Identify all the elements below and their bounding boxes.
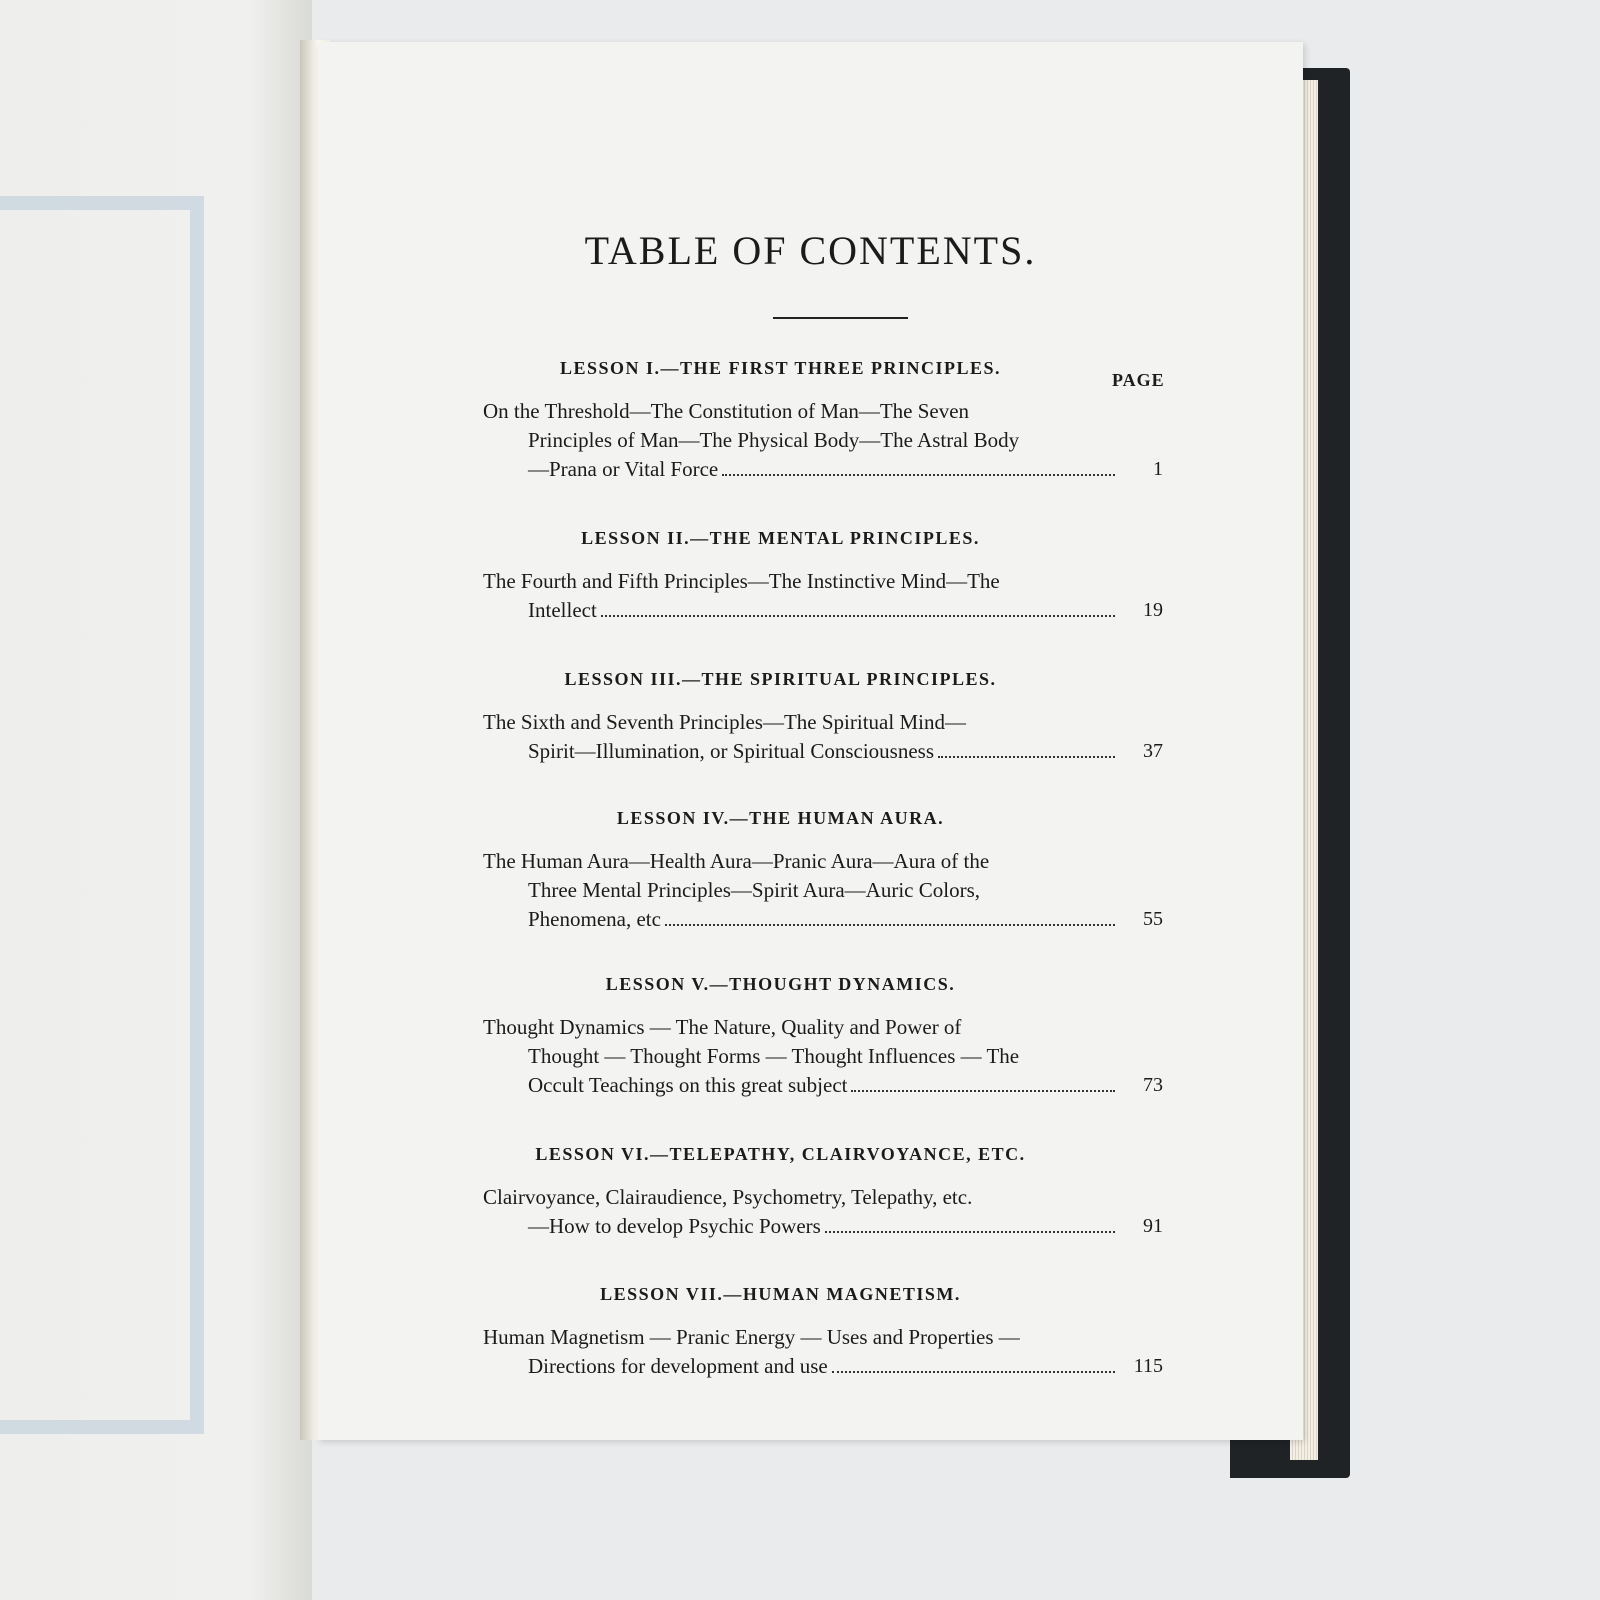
entry-line: Principles of Man—The Physical Body—The Astral Body — [528, 428, 1020, 452]
entry-leader — [483, 455, 1115, 484]
dot-leader — [665, 906, 1115, 926]
lesson-entry — [483, 847, 1163, 934]
lesson-heading: LESSON IV.—THE HUMAN AURA. — [616, 808, 945, 828]
entry-line: Intellect — [528, 598, 597, 622]
lesson-entry — [483, 567, 1163, 625]
entry-line: —Prana or Vital Force — [528, 457, 719, 481]
entry-leader — [483, 1352, 1115, 1381]
lesson-7 — [318, 1284, 1303, 1381]
lesson-entry — [483, 1013, 1163, 1100]
lesson-heading: LESSON III.—THE SPIRITUAL PRINCIPLES. — [564, 669, 997, 689]
entry-leader — [483, 596, 1115, 625]
title-rule — [773, 317, 908, 319]
entry-line: The Fourth and Fifth Principles—The Instinctive Mind—The — [483, 569, 1000, 593]
lesson-4 — [318, 808, 1303, 934]
dot-leader — [938, 738, 1115, 758]
entry-line: Thought — Thought Forms — Thought Influences — The — [528, 1044, 1020, 1068]
entry-line: Spirit—Illumination, or Spiritual Consciousness — [528, 739, 934, 763]
dot-leader — [832, 1353, 1115, 1373]
entry-line: —How to develop Psychic Powers — [528, 1214, 821, 1238]
lesson-entry — [483, 708, 1163, 766]
lesson-1 — [318, 358, 1303, 484]
page-number: 91 — [1143, 1215, 1163, 1237]
page-number: 55 — [1143, 908, 1163, 930]
lesson-5 — [318, 974, 1303, 1100]
entry-line: Three Mental Principles—Spirit Aura—Auric Colors, — [528, 878, 981, 902]
dot-leader — [825, 1213, 1115, 1233]
entry-line: Human Magnetism — Pranic Energy — Uses and Properties — — [483, 1325, 1020, 1349]
lesson-heading: LESSON VI.—TELEPATHY, CLAIRVOYANCE, ETC. — [535, 1144, 1026, 1164]
left-page — [0, 0, 312, 1600]
lesson-2 — [318, 528, 1303, 625]
lesson-heading: LESSON II.—THE MENTAL PRINCIPLES. — [581, 528, 980, 548]
entry-line: On the Threshold—The Constitution of Man—The Seven — [483, 399, 970, 423]
page-number: 73 — [1143, 1074, 1163, 1096]
lesson-3 — [318, 669, 1303, 766]
entry-line: Clairvoyance, Clairaudience, Psychometry, Telepathy, etc. — [483, 1185, 973, 1209]
page-number: 37 — [1143, 740, 1163, 762]
entry-leader — [483, 1212, 1115, 1241]
page-number: 1 — [1153, 458, 1163, 480]
left-page-frame — [0, 196, 204, 1434]
entry-line: Occult Teachings on this great subject — [528, 1073, 848, 1097]
page-number: 115 — [1133, 1355, 1163, 1377]
dot-leader — [851, 1072, 1115, 1092]
entry-line: The Human Aura—Health Aura—Pranic Aura—Aura of the — [483, 849, 990, 873]
lesson-heading: LESSON V.—THOUGHT DYNAMICS. — [605, 974, 956, 994]
lesson-entry — [483, 1323, 1163, 1381]
lesson-entry — [483, 1183, 1163, 1241]
entry-leader — [483, 1071, 1115, 1100]
lesson-heading: LESSON I.—THE FIRST THREE PRINCIPLES. — [560, 358, 1001, 378]
entry-line: Phenomena, etc — [528, 907, 661, 931]
entry-leader — [483, 737, 1115, 766]
entry-line: Directions for development and use — [528, 1354, 828, 1378]
lesson-6 — [318, 1144, 1303, 1241]
lesson-entry — [483, 397, 1163, 484]
entry-leader — [483, 905, 1115, 934]
dot-leader — [722, 456, 1115, 476]
dot-leader — [601, 597, 1115, 617]
page-title: TABLE OF CONTENTS. — [584, 228, 1037, 273]
lesson-heading: LESSON VII.—HUMAN MAGNETISM. — [600, 1284, 961, 1304]
page-number: 19 — [1143, 599, 1163, 621]
page-column-label: PAGE — [1112, 370, 1165, 390]
entry-line: The Sixth and Seventh Principles—The Spiritual Mind— — [483, 710, 966, 734]
entry-line: Thought Dynamics — The Nature, Quality and Power of — [483, 1015, 962, 1039]
toc-page — [318, 42, 1303, 1440]
